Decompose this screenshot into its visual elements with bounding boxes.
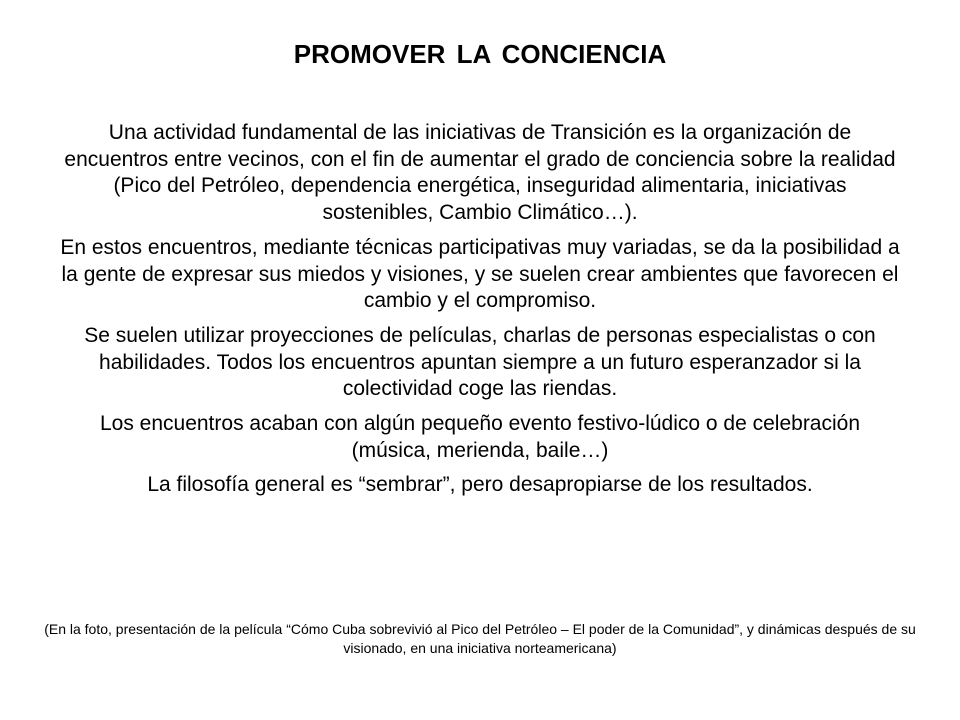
photo-caption: (En la foto, presentación de la película “Cómo Cuba sobrevivió al Pico del Petróleo – El poder de la Comunidad”, y dinámicas después de su visionado, en una iniciativa norteamericana): [44, 621, 916, 656]
paragraph-meetings: En estos encuentros, mediante técnicas participativas muy variadas, se da la posibilidad a la gente de expresar sus miedos y visiones, y se suelen crear ambientes que favorecen el cambio y el compromiso.: [60, 235, 900, 313]
paragraph-activity: Una actividad fundamental de las iniciativas de Transición es la organización de encuentros entre vecinos, con el fin de aumentar el grado de conciencia sobre la realidad (Pico del Petróleo, dependencia energética, inseguridad alimentaria, iniciativas sostenibles, Cambio Climático…).: [64, 121, 896, 225]
paragraph-celebration: Los encuentros acaban con algún pequeño evento festivo-lúdico o de celebración (música, merienda, baile…): [99, 412, 861, 462]
paragraph-philosophy: La filosofía general es “sembrar”, pero desapropiarse de los resultados.: [147, 473, 813, 497]
paragraph-projections: Se suelen utilizar proyecciones de películas, charlas de personas especialistas o con habilidades. Todos los encuentros apuntan siempre a un futuro esperanzador si la colectividad coge las riendas.: [84, 323, 876, 401]
slide-title: PROMOVER LA CONCIENCIA: [293, 39, 667, 69]
slide-body: [60, 120, 900, 507]
